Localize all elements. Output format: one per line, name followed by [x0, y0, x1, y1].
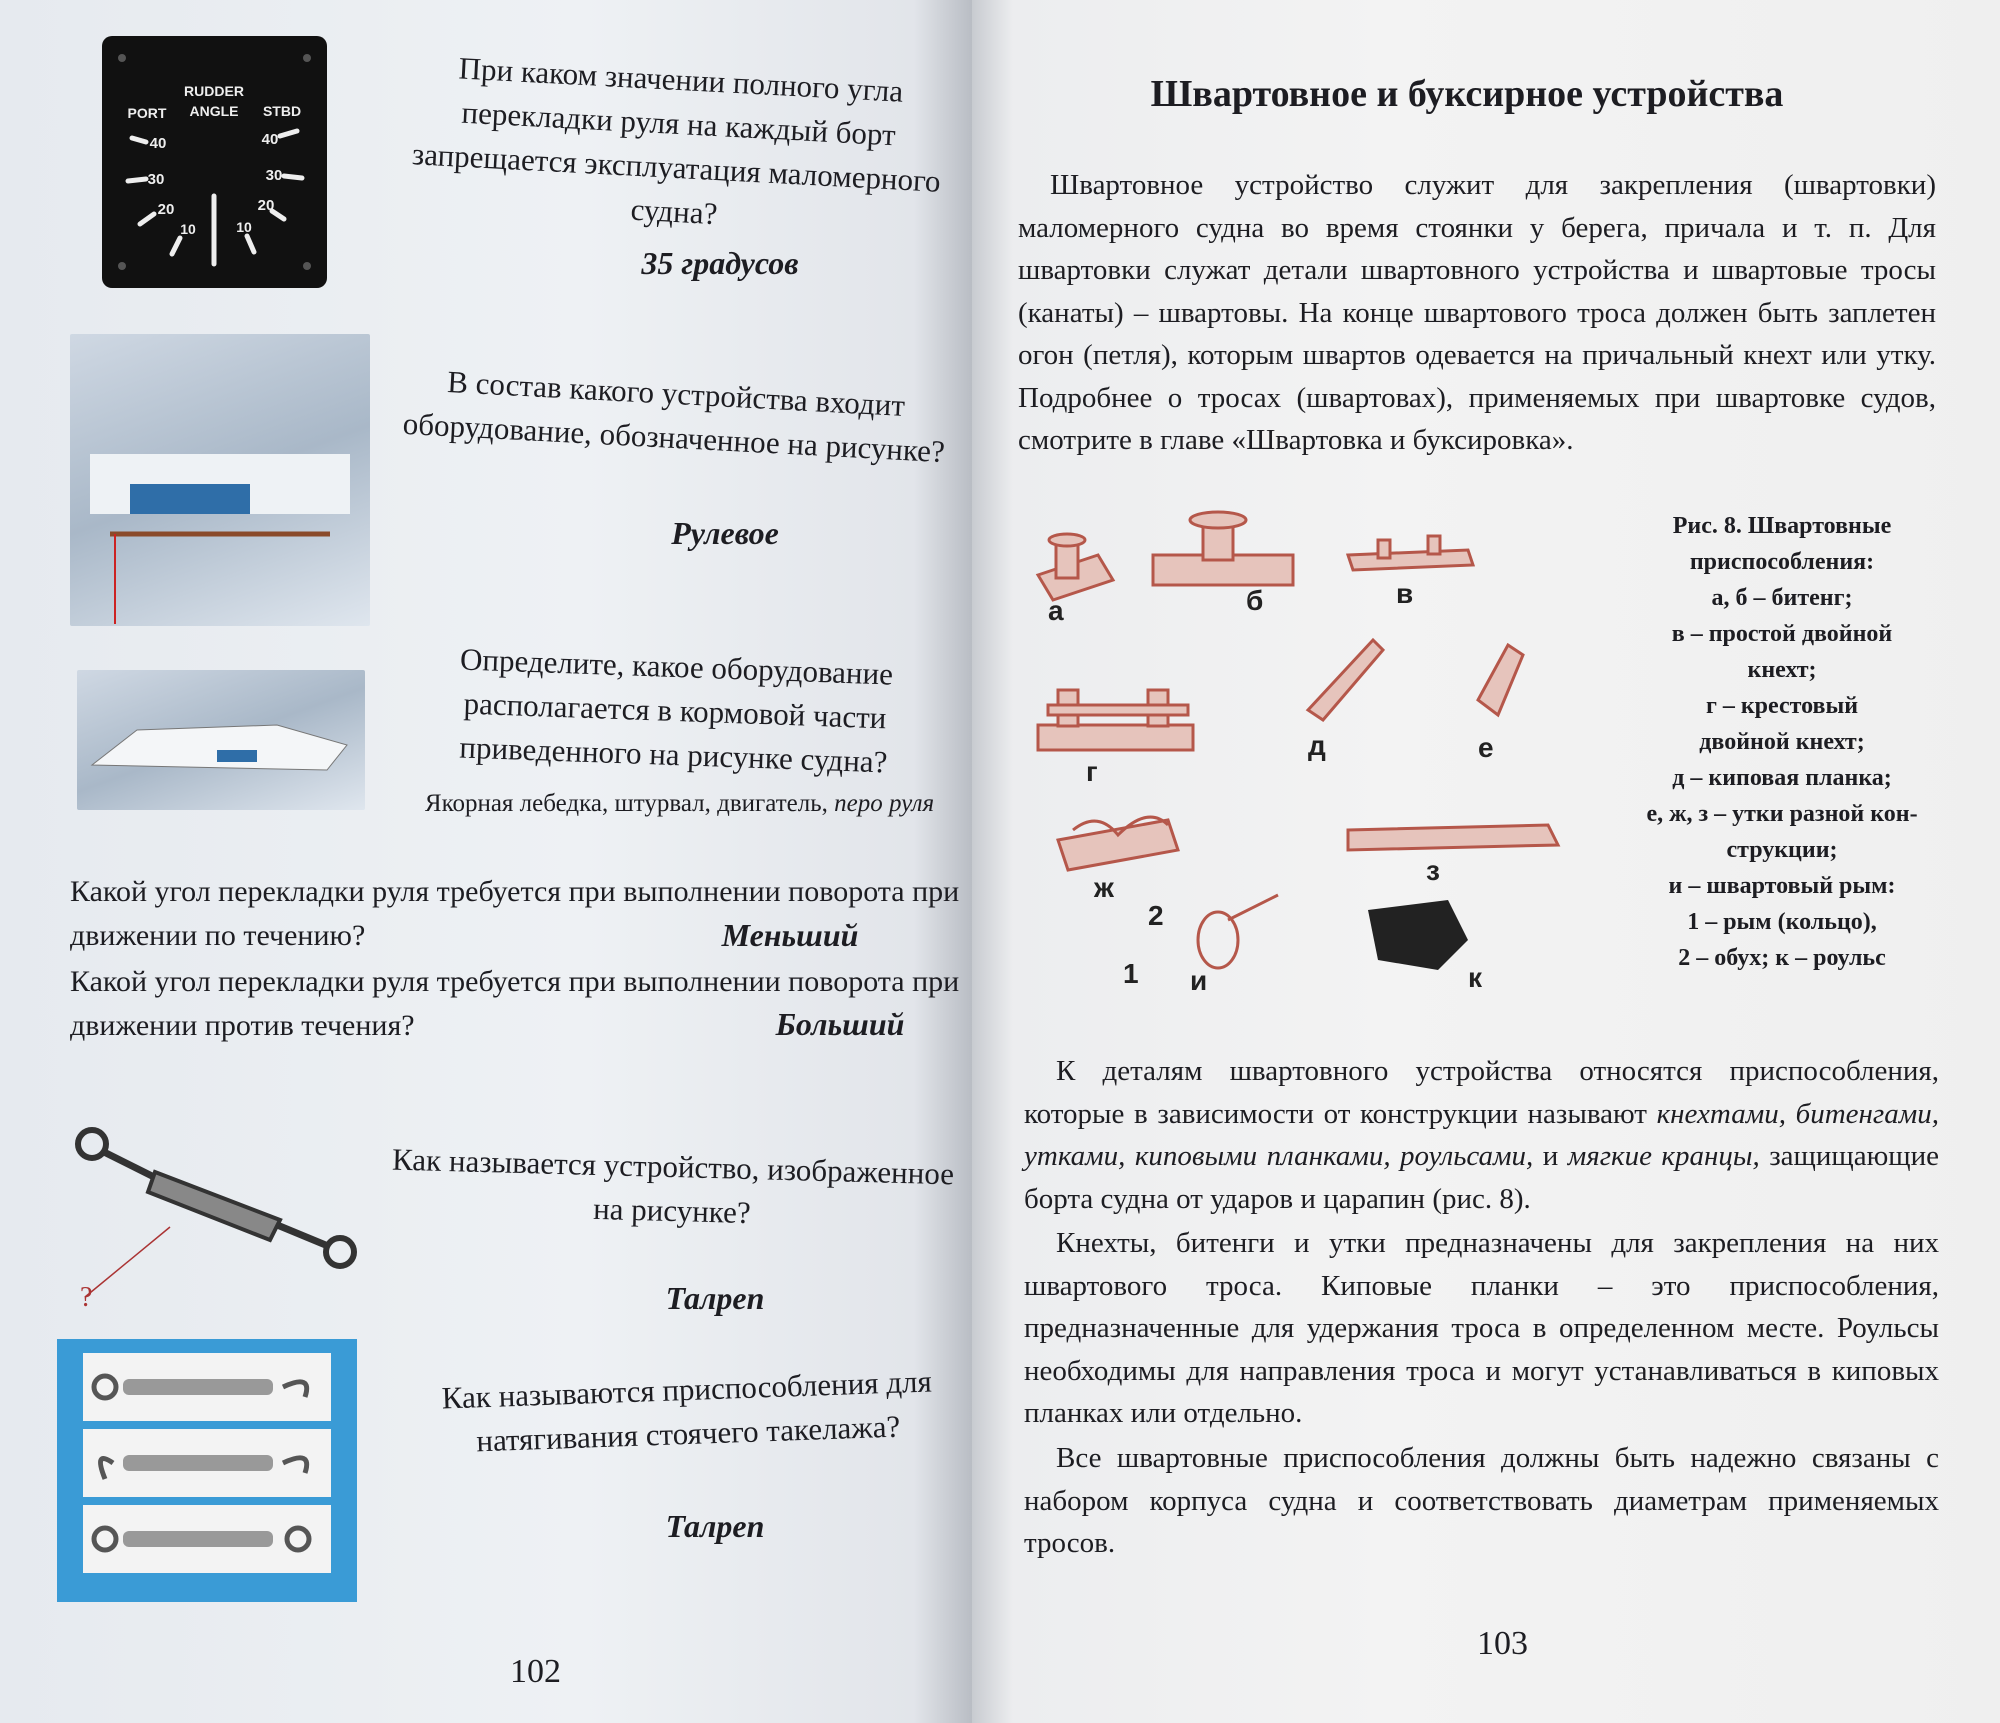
- paragraph-3: Кнехты, битенги и утки предназначены для закрепления на них швартового троса. Киповые планки – это приспособления, предназначенные для удержания троса в определенном месте. Роульсы необходимы для направления троса и могут устанавливаться в киповых планках или отдельно.: [1024, 1227, 1939, 1429]
- right-page: [972, 0, 2000, 1723]
- caption-line: е, ж, з – утки разной кон-: [1646, 801, 1918, 827]
- caption-line: а, б – битенг;: [1711, 585, 1853, 611]
- motor-boat-photo: [77, 670, 365, 810]
- question-4: Какой угол перекладки руля требуется при выполнении поворота при движении по течению?: [70, 875, 960, 952]
- question-1: При каком значении полного угла перекладки руля на каждый борт запрещается эксплуатация маломерного судна?: [411, 50, 942, 232]
- figure-label-i: и: [1190, 965, 1208, 996]
- figure-label-z: з: [1426, 855, 1440, 886]
- caption-line: двойной кнехт;: [1699, 729, 1865, 755]
- question-2: В состав какого устройства входит оборудование, обозначенное на рисунке?: [402, 364, 946, 470]
- caption-line: и – швартовый рым:: [1668, 873, 1896, 899]
- question-mark: ?: [80, 1282, 93, 1313]
- svg-text:RUDDER: RUDDER: [184, 83, 244, 99]
- paragraph-2-italic: кнехтами, битенгами, утками, киповыми планками, роульсами,: [1024, 1097, 1939, 1172]
- figure-8: [1018, 500, 1648, 1010]
- figure-label-b: б: [1246, 585, 1264, 616]
- caption-line: г – крестовый: [1705, 693, 1859, 719]
- paragraph-2-italic: мягкие кранцы,: [1567, 1140, 1760, 1172]
- svg-text:30: 30: [147, 171, 165, 188]
- figure-label-e: е: [1478, 732, 1494, 763]
- turnbuckle-icon: [70, 1122, 360, 1322]
- figure-label-a: а: [1048, 595, 1064, 626]
- turnbuckle-icon: [83, 1353, 331, 1421]
- left-page: [0, 0, 972, 1723]
- figure-label-k: к: [1468, 962, 1483, 993]
- caption-line: кнехт;: [1747, 657, 1817, 683]
- caption-line: д – киповая планка;: [1672, 765, 1892, 791]
- svg-text:20: 20: [157, 201, 175, 218]
- turnbuckles-photo-frame: [57, 1339, 357, 1602]
- svg-text:10: 10: [180, 221, 196, 237]
- figure-label-zh: ж: [1094, 872, 1114, 903]
- caption-line: Рис. 8. Швартовные: [1672, 513, 1892, 539]
- svg-text:ANGLE: ANGLE: [189, 103, 239, 119]
- answer-4: Меньший: [721, 917, 859, 953]
- question-3: Определите, какое оборудование располагается в кормовой части приведенного на рисунке судна?: [458, 641, 894, 780]
- answer-2: Рулевое: [671, 515, 779, 551]
- figure-label-d: д: [1308, 730, 1326, 761]
- figure-label-v: в: [1396, 578, 1414, 609]
- paragraph-1: Швартовное устройство служит для закрепления (швартовки) маломерного судна во время стоянки у берега, причала и т. п. Для швартовки служат детали швартовного устройства и швартовые тросы (канаты) – швартовы. На конце швартового троса должен быть заплетен огон (петля), которым швартов одевается на причальный кнехт или утку. Подробнее о тросах (швартовах), применяемых при швартовке судов, смотрите в главе «Швартовка и буксировка».: [1018, 169, 1936, 456]
- section-title: Швартовное и буксирное устройства: [1150, 73, 1784, 115]
- rudder-angle-gauge: [102, 36, 327, 288]
- caption-line: 1 – рым (кольцо),: [1687, 909, 1877, 935]
- figure-label-g: г: [1086, 756, 1098, 787]
- answer-7: Талреп: [665, 1508, 765, 1544]
- answer-1: 35 градусов: [641, 245, 799, 281]
- turnbuckle-icon: [83, 1429, 331, 1497]
- turnbuckle-photo-1: [83, 1353, 331, 1421]
- figure-caption: [1632, 508, 1932, 976]
- paragraph-4: Все швартовные приспособления должны быть надежно связаны с набором корпуса судна и соответствовать диаметрам применяемых тросов.: [1024, 1442, 1939, 1559]
- answer-3-text: Якорная лебедка, штурвал, двигатель,: [424, 790, 828, 817]
- figure-label-1: 1: [1123, 958, 1139, 989]
- gauge-dial-icon: [102, 36, 327, 288]
- paragraph-2: [1024, 1050, 1939, 1220]
- svg-text:30: 30: [265, 167, 283, 184]
- question-7: Как называются приспособления для натягивания стоячего такелажа?: [441, 1363, 933, 1459]
- turnbuckle-illustration: [70, 1122, 360, 1322]
- paragraph-2-text: защищающие борта судна от ударов и царапин (рис. 8).: [1024, 1140, 1939, 1215]
- caption-line: 2 – обух; к – роульс: [1678, 945, 1886, 971]
- boat-icon: [77, 670, 365, 810]
- question-6: Как называется устройство, изображенное на рисунке?: [391, 1141, 955, 1231]
- answer-6: Талреп: [665, 1280, 765, 1316]
- answer-3: [392, 790, 967, 818]
- caption-line: струкции;: [1726, 837, 1838, 863]
- page-number-right: 103: [1477, 1625, 1528, 1662]
- turnbuckle-photo-3: [83, 1505, 331, 1573]
- svg-text:40: 40: [149, 135, 167, 152]
- caption-line: в – простой двойной: [1671, 621, 1893, 647]
- svg-text:20: 20: [257, 197, 275, 214]
- turnbuckle-icon: [83, 1505, 331, 1573]
- question-5: Какой угол перекладки руля требуется при выполнении поворота при движении против течения?: [70, 965, 960, 1042]
- mooring-fittings-illustration: [1018, 500, 1648, 1010]
- turnbuckle-photo-2: [83, 1429, 331, 1497]
- steering-equipment-photo: [70, 334, 370, 626]
- boat-stern-icon: [70, 334, 370, 626]
- caption-line: приспособления:: [1689, 549, 1875, 575]
- svg-text:STBD: STBD: [262, 103, 302, 119]
- answer-5: Больший: [775, 1006, 905, 1042]
- svg-text:10: 10: [236, 219, 252, 235]
- answer-3-italic: перо руля: [834, 790, 935, 817]
- figure-label-2: 2: [1148, 900, 1164, 931]
- svg-text:PORT: PORT: [127, 105, 167, 121]
- paragraph-2-text: и: [1533, 1140, 1568, 1172]
- svg-text:40: 40: [261, 131, 279, 148]
- page-number-left: 102: [510, 1653, 561, 1690]
- paragraph-2-text: К деталям швартовного устройства относятся приспособления, которые в зависимости от конструкции называют: [1024, 1055, 1939, 1130]
